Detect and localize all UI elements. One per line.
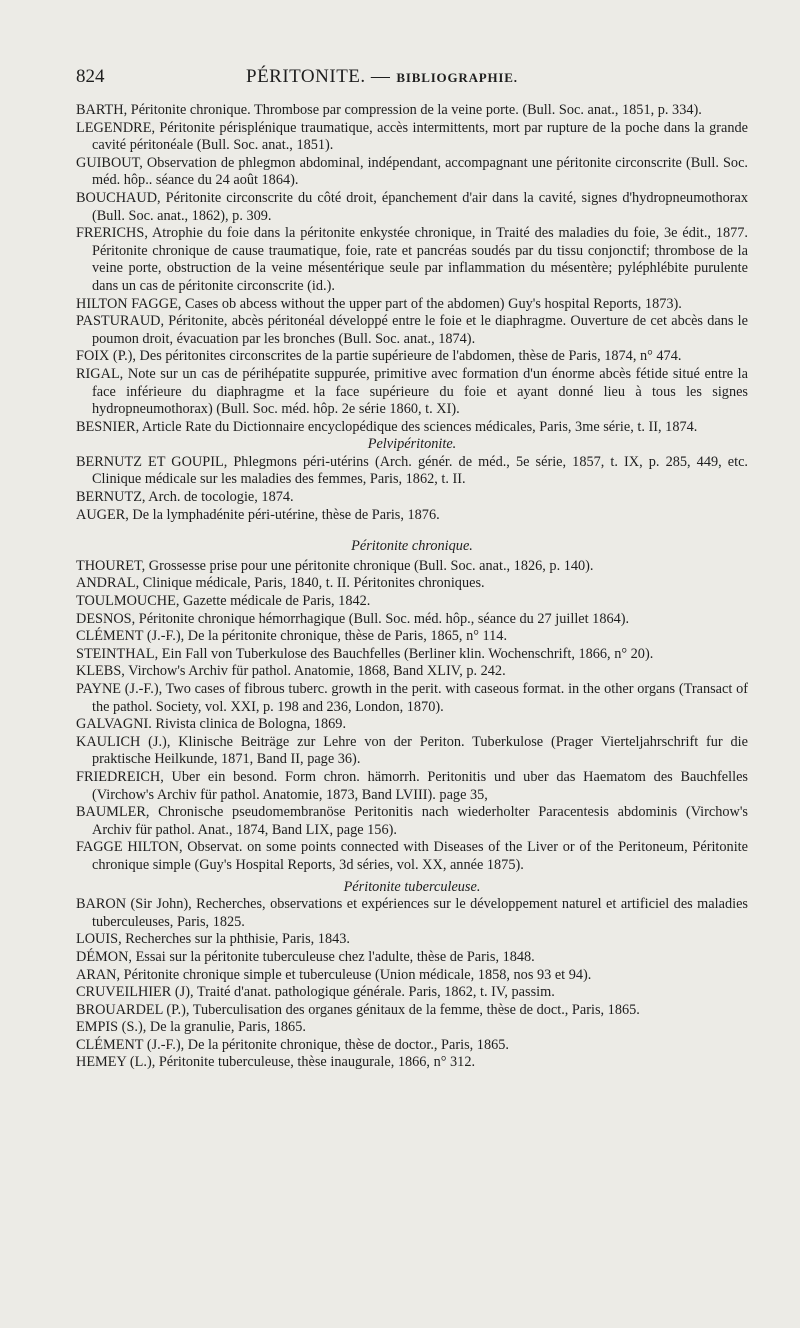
- bibliography-entry: HILTON FAGGE, Cases ob abcess without the upper part of the abdomen) Guy's hospital Reports, 1873).: [76, 295, 682, 312]
- bibliography-entry: EMPIS (S.), De la granulie, Paris, 1865.: [76, 1019, 306, 1036]
- bibliography-entry: BERNUTZ ET GOUPIL, Phlegmons péri-utérins (Arch. génér. de méd., 5e série, 1857, t. IX, p. 285, 449, etc. Clinique médicale sur les maladies des femmes, Paris, 1862, t. II.: [76, 453, 748, 488]
- bibliography-entry: DÉMON, Essai sur la péritonite tuberculeuse chez l'adulte, thèse de Paris, 1848.: [76, 948, 535, 965]
- bibliography-entry: GALVAGNI. Rivista clinica de Bologna, 1869.: [76, 716, 347, 733]
- section-heading: Péritonite chronique.: [351, 538, 473, 555]
- page-number: 824: [76, 66, 105, 87]
- bibliography-entry: FRIEDREICH, Uber ein besond. Form chron. hämorrh. Peritonitis und uber das Haematom des Bauchfelles (Virchow's Archiv für pathol. Anatomie, 1873, Band LVIII). page 35,: [76, 768, 748, 803]
- bibliography-entry: FAGGE HILTON, Observat. on some points connected with Diseases of the Liver or of the Peritoneum, Péritonite chronique simple (Guy's Hospital Reports, 3d séries, vol. XX, année 1875).: [76, 839, 748, 873]
- bibliography-entry: FOIX (P.), Des péritonites circonscrites de la partie supérieure de l'abdomen, thèse de Paris, 1874, n° 474.: [76, 348, 682, 365]
- bibliography-entry: LEGENDRE, Péritonite périsplénique traumatique, accès intermittents, mort par rupture de la poche dans la grande cavité péritonéale (Bull. Soc. anat., 1851).: [76, 119, 748, 154]
- bibliography-entry: CLÉMENT (J.-F.), De la péritonite chronique, thèse de doctor., Paris, 1865.: [76, 1036, 509, 1053]
- page-header: [76, 66, 748, 100]
- section-heading: Péritonite tuberculeuse.: [343, 878, 481, 895]
- bibliography-entry: GUIBOUT, Observation de phlegmon abdominal, indépendant, accompagnant une péritonite circonscrite (Bull. Soc. méd. hôp.. séance du 24 août 1864).: [76, 154, 748, 189]
- bibliography-entry: DESNOS, Péritonite chronique hémorrhagique (Bull. Soc. méd. hôp., séance du 27 juillet 1864).: [76, 610, 630, 627]
- running-title: PÉRITONITE. —: [246, 66, 391, 87]
- bibliography-entry: CRUVEILHIER (J), Traité d'anat. pathologique générale. Paris, 1862, t. IV, passim.: [76, 984, 555, 1001]
- bibliography-entry: CLÉMENT (J.-F.), De la péritonite chronique, thèse de Paris, 1865, n° 114.: [76, 628, 508, 645]
- bibliography-entry: BARON (Sir John), Recherches, observations et expériences sur le développement naturel et artificiel des maladies tuberculeuses, Paris, 1825.: [76, 896, 748, 930]
- bibliography-entry: THOURET, Grossesse prise pour une péritonite chronique (Bull. Soc. anat., 1826, p. 140).: [76, 557, 594, 574]
- bibliography-entry: BOUCHAUD, Péritonite circonscrite du côté droit, épanchement d'air dans la cavité, signes d'hydropneumothorax (Bull. Soc. anat., 1862), p. 309.: [76, 189, 748, 224]
- bibliography-entry: KAULICH (J.), Klinische Beiträge zur Lehre von der Periton. Tuberkulose (Prager Vierteljahrschrift fur die praktische Heilkunde, 1871, Band II, page 36).: [76, 733, 748, 768]
- bibliography-entry: FRERICHS, Atrophie du foie dans la péritonite enkystée chronique, in Traité des maladies du foie, 3e édit., 1877. Péritonite chronique de cause traumatique, foie, rate et pancréas soudés par du tissu conjonctif; thrombose de la veine porte, obstruction de la veine mésentérique seule par inflammation du mésentère; pyléphlébite purulente dans un cas de péritonite circonscrite (id.).: [76, 225, 748, 294]
- bibliography-entry: RIGAL, Note sur un cas de périhépatite suppurée, primitive avec formation d'un énorme abcès fétide situé entre la face inférieure du diaphragme et la face supérieure du foie et ayant donné lieu à tous les signes hydropneumothorax) (Bull. Soc. méd. hôp. 2e série 1860, t. XI).: [76, 365, 748, 418]
- bibliography-entry: BARTH, Péritonite chronique. Thrombose par compression de la veine porte. (Bull. Soc. anat., 1851, p. 334).: [76, 102, 702, 118]
- bibliography-entry: AUGER, De la lymphadénite péri-utérine, thèse de Paris, 1876.: [76, 506, 440, 523]
- bibliography-list: [76, 102, 748, 1072]
- bibliography-entry: HEMEY (L.), Péritonite tuberculeuse, thèse inaugurale, 1866, n° 312.: [76, 1054, 476, 1071]
- bibliography-entry: KLEBS, Virchow's Archiv für pathol. Anatomie, 1868, Band XLIV, p. 242.: [76, 663, 506, 680]
- bibliography-entry: BESNIER, Article Rate du Dictionnaire encyclopédique des sciences médicales, Paris, 3me série, t. II, 1874.: [76, 418, 698, 435]
- bibliography-entry: ARAN, Péritonite chronique simple et tuberculeuse (Union médicale, 1858, nos 93 et 94).: [76, 966, 592, 983]
- bibliography-entry: ANDRAL, Clinique médicale, Paris, 1840, t. II. Péritonites chroniques.: [76, 575, 485, 592]
- bibliography-entry: TOULMOUCHE, Gazette médicale de Paris, 1842.: [76, 593, 371, 610]
- section-heading: Pelvipéritonite.: [367, 436, 457, 453]
- bibliography-entry: LOUIS, Recherches sur la phthisie, Paris, 1843.: [76, 931, 350, 948]
- bibliography-entry: BROUARDEL (P.), Tuberculisation des organes génitaux de la femme, thèse de doct., Paris, 1865.: [76, 1001, 640, 1018]
- bibliography-entry: STEINTHAL, Ein Fall von Tuberkulose des Bauchfelles (Berliner klin. Wochenschrift, 1866, n° 20).: [76, 645, 654, 662]
- bibliography-entry: BAUMLER, Chronische pseudomembranöse Peritonitis nach wiederholter Paracentesis abdominis (Virchow's Archiv für pathol. Anat., 1874, Band LIX, page 156).: [76, 804, 748, 838]
- bibliography-entry: PASTURAUD, Péritonite, abcès péritonéal développé entre le foie et le diaphragme. Ouverture de cet abcès dans le poumon droit, évacuation par les bronches (Bull. Soc. anat., 1874).: [76, 313, 748, 347]
- running-subtitle: BIBLIOGRAPHIE.: [396, 70, 518, 85]
- bibliography-entry: BERNUTZ, Arch. de tocologie, 1874.: [76, 489, 294, 506]
- bibliography-entry: PAYNE (J.-F.), Two cases of fibrous tuberc. growth in the perit. with caseous format. in the other organs (Transact of the pathol. Society, vol. XXI, p. 198 and 236, London, 1870).: [76, 681, 748, 715]
